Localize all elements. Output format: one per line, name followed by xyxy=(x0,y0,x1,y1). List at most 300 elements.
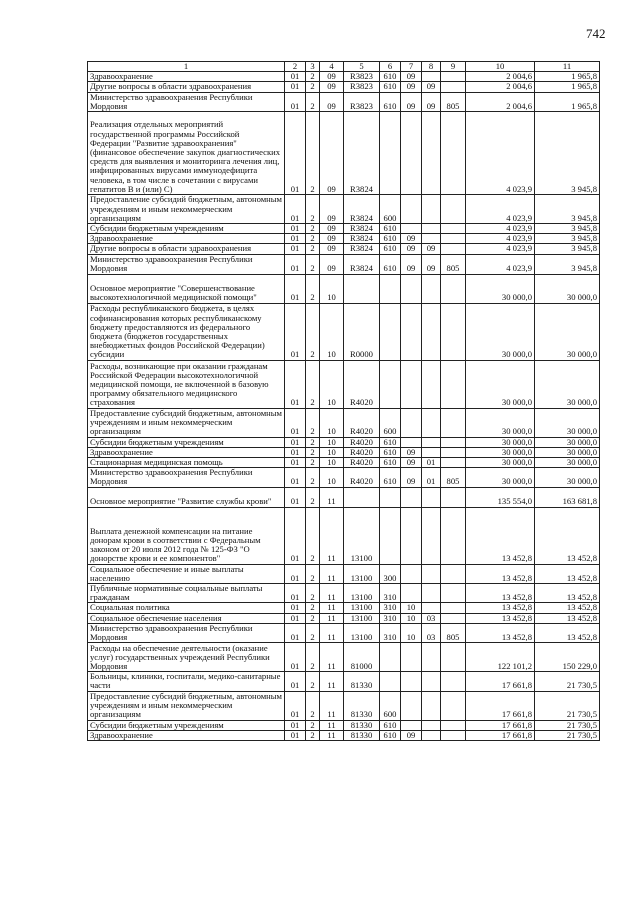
ministry-code-cell xyxy=(441,274,466,303)
subdivision-cell xyxy=(422,487,441,507)
amount-year1-cell: 135 554,0 xyxy=(466,487,535,507)
ministry-code-cell xyxy=(441,244,466,254)
subdivision-cell xyxy=(422,303,441,360)
amount-year2-cell: 21 730,5 xyxy=(535,672,600,691)
division-cell: 09 xyxy=(401,468,422,487)
subprogram-cell: 2 xyxy=(306,254,320,274)
amount-year2-cell: 13 452,8 xyxy=(535,584,600,603)
table-row xyxy=(88,691,600,720)
subprogram-cell: 2 xyxy=(306,92,320,111)
expense-type-cell: 610 xyxy=(380,458,401,468)
amount-year2-cell: 3 945,8 xyxy=(535,195,600,224)
amount-year1-cell: 2 004,6 xyxy=(466,82,535,92)
subdivision-cell xyxy=(422,224,441,234)
section-cell: 01 xyxy=(285,303,306,360)
measure-cell: 11 xyxy=(320,507,344,564)
target-cell: R4020 xyxy=(344,360,380,408)
table-row xyxy=(88,458,600,468)
table-row xyxy=(88,92,600,111)
amount-year1-cell: 30 000,0 xyxy=(466,447,535,457)
target-cell: R0000 xyxy=(344,303,380,360)
expense-type-cell: 600 xyxy=(380,691,401,720)
expense-type-cell: 600 xyxy=(380,195,401,224)
expense-type-cell: 300 xyxy=(380,564,401,583)
table-row xyxy=(88,195,600,224)
target-cell: 13100 xyxy=(344,507,380,564)
section-cell: 01 xyxy=(285,244,306,254)
target-cell: R4020 xyxy=(344,447,380,457)
amount-year2-cell: 163 681,8 xyxy=(535,487,600,507)
row-name-cell: Предоставление субсидий бюджетным, автономным учреждениям и иным некоммерческим организациям xyxy=(88,691,285,720)
amount-year2-cell: 13 452,8 xyxy=(535,613,600,623)
measure-cell: 11 xyxy=(320,584,344,603)
measure-cell: 09 xyxy=(320,254,344,274)
division-cell: 09 xyxy=(401,254,422,274)
expense-type-cell xyxy=(380,112,401,195)
section-cell: 01 xyxy=(285,447,306,457)
ministry-code-cell xyxy=(441,584,466,603)
subdivision-cell xyxy=(422,437,441,447)
subprogram-cell: 2 xyxy=(306,672,320,691)
amount-year2-cell: 1 965,8 xyxy=(535,82,600,92)
row-name-cell: Министерство здравоохранения Республики Мордовия xyxy=(88,623,285,642)
subdivision-cell xyxy=(422,720,441,730)
amount-year1-cell: 30 000,0 xyxy=(466,468,535,487)
row-name-cell: Стационарная медицинская помощь xyxy=(88,458,285,468)
subdivision-cell xyxy=(422,234,441,244)
subdivision-cell xyxy=(422,564,441,583)
subprogram-cell: 2 xyxy=(306,643,320,672)
division-cell xyxy=(401,224,422,234)
expense-type-cell: 310 xyxy=(380,623,401,642)
target-cell: 13100 xyxy=(344,613,380,623)
subdivision-cell: 01 xyxy=(422,458,441,468)
amount-year2-cell: 30 000,0 xyxy=(535,468,600,487)
row-name-cell: Социальная политика xyxy=(88,603,285,613)
measure-cell: 09 xyxy=(320,92,344,111)
table-row xyxy=(88,224,600,234)
measure-cell: 10 xyxy=(320,447,344,457)
table-row xyxy=(88,303,600,360)
amount-year2-cell: 30 000,0 xyxy=(535,447,600,457)
division-cell: 09 xyxy=(401,458,422,468)
measure-cell: 11 xyxy=(320,603,344,613)
measure-cell: 11 xyxy=(320,691,344,720)
target-cell xyxy=(344,274,380,303)
expense-type-cell xyxy=(380,274,401,303)
subprogram-cell: 2 xyxy=(306,730,320,740)
subdivision-cell xyxy=(422,360,441,408)
subdivision-cell xyxy=(422,603,441,613)
subdivision-cell: 09 xyxy=(422,92,441,111)
amount-year2-cell: 30 000,0 xyxy=(535,437,600,447)
subprogram-cell: 2 xyxy=(306,360,320,408)
subprogram-cell: 2 xyxy=(306,408,320,437)
column-header: 5 xyxy=(344,62,380,72)
subdivision-cell xyxy=(422,643,441,672)
subprogram-cell: 2 xyxy=(306,507,320,564)
amount-year1-cell: 17 661,8 xyxy=(466,730,535,740)
section-cell: 01 xyxy=(285,274,306,303)
expense-type-cell: 600 xyxy=(380,408,401,437)
row-name-cell: Предоставление субсидий бюджетным, автономным учреждениям и иным некоммерческим организациям xyxy=(88,195,285,224)
amount-year2-cell: 30 000,0 xyxy=(535,408,600,437)
ministry-code-cell xyxy=(441,224,466,234)
amount-year1-cell: 13 452,8 xyxy=(466,623,535,642)
expense-type-cell: 610 xyxy=(380,244,401,254)
subprogram-cell: 2 xyxy=(306,564,320,583)
row-name-cell: Реализация отдельных мероприятий государственной программы Российской Федерации "Развитие здравоохранения" (финансовое обеспечение закупок диагностических средств для выявления и мониторинга лечения лиц, инфицированных вирусами иммунодефицита человека, в том числе в сочетании с вирусами гепатитов В и (или) С) xyxy=(88,112,285,195)
amount-year1-cell: 4 023,9 xyxy=(466,234,535,244)
section-cell: 01 xyxy=(285,82,306,92)
amount-year1-cell: 122 101,2 xyxy=(466,643,535,672)
expense-type-cell: 610 xyxy=(380,92,401,111)
subprogram-cell: 2 xyxy=(306,613,320,623)
amount-year1-cell: 30 000,0 xyxy=(466,408,535,437)
amount-year2-cell: 21 730,5 xyxy=(535,730,600,740)
ministry-code-cell: 805 xyxy=(441,468,466,487)
expense-type-cell: 310 xyxy=(380,613,401,623)
subdivision-cell: 09 xyxy=(422,244,441,254)
column-header: 7 xyxy=(401,62,422,72)
subdivision-cell xyxy=(422,447,441,457)
division-cell xyxy=(401,112,422,195)
table-row xyxy=(88,82,600,92)
column-header: 2 xyxy=(285,62,306,72)
table-row xyxy=(88,487,600,507)
division-cell xyxy=(401,643,422,672)
subprogram-cell: 2 xyxy=(306,274,320,303)
target-cell: 13100 xyxy=(344,584,380,603)
target-cell: R4020 xyxy=(344,458,380,468)
measure-cell: 10 xyxy=(320,408,344,437)
ministry-code-cell: 805 xyxy=(441,623,466,642)
ministry-code-cell xyxy=(441,360,466,408)
division-cell: 09 xyxy=(401,234,422,244)
measure-cell: 10 xyxy=(320,458,344,468)
table-row xyxy=(88,274,600,303)
table-row xyxy=(88,360,600,408)
expense-type-cell: 610 xyxy=(380,468,401,487)
amount-year2-cell: 1 965,8 xyxy=(535,92,600,111)
division-cell xyxy=(401,564,422,583)
section-cell: 01 xyxy=(285,195,306,224)
division-cell xyxy=(401,195,422,224)
target-cell: R3824 xyxy=(344,234,380,244)
amount-year1-cell: 2 004,6 xyxy=(466,92,535,111)
expense-type-cell xyxy=(380,487,401,507)
target-cell: 81330 xyxy=(344,691,380,720)
division-cell xyxy=(401,360,422,408)
expense-type-cell xyxy=(380,303,401,360)
expense-type-cell xyxy=(380,360,401,408)
division-cell: 10 xyxy=(401,623,422,642)
ministry-code-cell xyxy=(441,691,466,720)
subdivision-cell xyxy=(422,274,441,303)
row-name-cell: Расходы республиканского бюджета, в целях софинансирования которых республиканскому бюджету предоставляются из федерального бюджета (бюджетов государственных внебюджетных фондов Российской Федерации) субсидии xyxy=(88,303,285,360)
section-cell: 01 xyxy=(285,643,306,672)
row-name-cell: Публичные нормативные социальные выплаты гражданам xyxy=(88,584,285,603)
target-cell: 81330 xyxy=(344,720,380,730)
division-cell xyxy=(401,691,422,720)
subprogram-cell: 2 xyxy=(306,584,320,603)
amount-year2-cell: 3 945,8 xyxy=(535,112,600,195)
row-name-cell: Социальное обеспечение и иные выплаты населению xyxy=(88,564,285,583)
amount-year1-cell: 17 661,8 xyxy=(466,691,535,720)
amount-year1-cell: 4 023,9 xyxy=(466,224,535,234)
target-cell: R3823 xyxy=(344,82,380,92)
section-cell: 01 xyxy=(285,691,306,720)
row-name-cell: Здравоохранение xyxy=(88,447,285,457)
subprogram-cell: 2 xyxy=(306,691,320,720)
measure-cell: 09 xyxy=(320,72,344,82)
amount-year1-cell: 2 004,6 xyxy=(466,72,535,82)
subprogram-cell: 2 xyxy=(306,468,320,487)
amount-year2-cell: 21 730,5 xyxy=(535,720,600,730)
section-cell: 01 xyxy=(285,487,306,507)
subdivision-cell xyxy=(422,672,441,691)
table-row xyxy=(88,254,600,274)
division-cell xyxy=(401,408,422,437)
division-cell xyxy=(401,303,422,360)
measure-cell: 11 xyxy=(320,720,344,730)
section-cell: 01 xyxy=(285,613,306,623)
target-cell: R3824 xyxy=(344,195,380,224)
target-cell: 81330 xyxy=(344,672,380,691)
table-row xyxy=(88,447,600,457)
table-row xyxy=(88,613,600,623)
target-cell: R3824 xyxy=(344,244,380,254)
target-cell xyxy=(344,487,380,507)
target-cell: 81330 xyxy=(344,730,380,740)
header-row xyxy=(88,62,600,72)
amount-year2-cell: 3 945,8 xyxy=(535,224,600,234)
subprogram-cell: 2 xyxy=(306,603,320,613)
table-row xyxy=(88,720,600,730)
section-cell: 01 xyxy=(285,564,306,583)
amount-year2-cell: 30 000,0 xyxy=(535,274,600,303)
section-cell: 01 xyxy=(285,360,306,408)
measure-cell: 10 xyxy=(320,437,344,447)
section-cell: 01 xyxy=(285,72,306,82)
expense-type-cell: 610 xyxy=(380,720,401,730)
section-cell: 01 xyxy=(285,468,306,487)
measure-cell: 09 xyxy=(320,82,344,92)
subdivision-cell xyxy=(422,72,441,82)
ministry-code-cell: 805 xyxy=(441,92,466,111)
expense-type-cell: 610 xyxy=(380,224,401,234)
measure-cell: 10 xyxy=(320,274,344,303)
subprogram-cell: 2 xyxy=(306,224,320,234)
measure-cell: 09 xyxy=(320,224,344,234)
table-row xyxy=(88,584,600,603)
column-header: 6 xyxy=(380,62,401,72)
section-cell: 01 xyxy=(285,672,306,691)
table-row xyxy=(88,468,600,487)
section-cell: 01 xyxy=(285,458,306,468)
expense-type-cell: 610 xyxy=(380,82,401,92)
row-name-cell: Здравоохранение xyxy=(88,72,285,82)
amount-year2-cell: 3 945,8 xyxy=(535,234,600,244)
row-name-cell: Здравоохранение xyxy=(88,234,285,244)
ministry-code-cell xyxy=(441,507,466,564)
amount-year2-cell: 30 000,0 xyxy=(535,303,600,360)
ministry-code-cell xyxy=(441,447,466,457)
column-header: 10 xyxy=(466,62,535,72)
row-name-cell: Выплата денежной компенсации на питание донорам крови в соответствии с Федеральным законом от 20 июля 2012 года № 125-ФЗ "О донорстве крови и ее компонентов" xyxy=(88,507,285,564)
target-cell: R3824 xyxy=(344,254,380,274)
section-cell: 01 xyxy=(285,408,306,437)
division-cell xyxy=(401,507,422,564)
section-cell: 01 xyxy=(285,623,306,642)
table-row xyxy=(88,244,600,254)
target-cell: 13100 xyxy=(344,623,380,642)
ministry-code-cell xyxy=(441,720,466,730)
row-name-cell: Другие вопросы в области здравоохранения xyxy=(88,244,285,254)
section-cell: 01 xyxy=(285,730,306,740)
measure-cell: 10 xyxy=(320,303,344,360)
table-row xyxy=(88,643,600,672)
amount-year1-cell: 4 023,9 xyxy=(466,112,535,195)
amount-year1-cell: 13 452,8 xyxy=(466,613,535,623)
ministry-code-cell xyxy=(441,458,466,468)
measure-cell: 09 xyxy=(320,244,344,254)
measure-cell: 11 xyxy=(320,672,344,691)
table-row xyxy=(88,564,600,583)
row-name-cell: Субсидии бюджетным учреждениям xyxy=(88,720,285,730)
subdivision-cell: 03 xyxy=(422,613,441,623)
subprogram-cell: 2 xyxy=(306,458,320,468)
subdivision-cell: 03 xyxy=(422,623,441,642)
row-name-cell: Субсидии бюджетным учреждениям xyxy=(88,224,285,234)
subprogram-cell: 2 xyxy=(306,720,320,730)
amount-year2-cell: 13 452,8 xyxy=(535,603,600,613)
division-cell: 09 xyxy=(401,730,422,740)
amount-year1-cell: 30 000,0 xyxy=(466,360,535,408)
amount-year1-cell: 30 000,0 xyxy=(466,458,535,468)
amount-year2-cell: 30 000,0 xyxy=(535,360,600,408)
amount-year1-cell: 30 000,0 xyxy=(466,437,535,447)
amount-year1-cell: 4 023,9 xyxy=(466,254,535,274)
ministry-code-cell xyxy=(441,195,466,224)
ministry-code-cell xyxy=(441,643,466,672)
table-row xyxy=(88,623,600,642)
target-cell: R3823 xyxy=(344,72,380,82)
row-name-cell: Расходы на обеспечение деятельности (оказание услуг) государственных учреждений Республики Мордовия xyxy=(88,643,285,672)
target-cell: 81000 xyxy=(344,643,380,672)
expense-type-cell: 610 xyxy=(380,234,401,244)
target-cell: R3823 xyxy=(344,92,380,111)
target-cell: R3824 xyxy=(344,112,380,195)
ministry-code-cell xyxy=(441,564,466,583)
ministry-code-cell xyxy=(441,303,466,360)
amount-year1-cell: 13 452,8 xyxy=(466,584,535,603)
subdivision-cell xyxy=(422,507,441,564)
subdivision-cell xyxy=(422,730,441,740)
row-name-cell: Другие вопросы в области здравоохранения xyxy=(88,82,285,92)
ministry-code-cell xyxy=(441,730,466,740)
table-row xyxy=(88,72,600,82)
division-cell: 10 xyxy=(401,613,422,623)
row-name-cell: Здравоохранение xyxy=(88,730,285,740)
subprogram-cell: 2 xyxy=(306,112,320,195)
ministry-code-cell xyxy=(441,234,466,244)
column-header: 11 xyxy=(535,62,600,72)
subprogram-cell: 2 xyxy=(306,72,320,82)
expense-type-cell: 610 xyxy=(380,254,401,274)
row-name-cell: Расходы, возникающие при оказании гражданам Российской Федерации высокотехнологичной медицинской помощи, не включенной в базовую программу обязательного медицинского страхования xyxy=(88,360,285,408)
amount-year1-cell: 17 661,8 xyxy=(466,720,535,730)
expense-type-cell xyxy=(380,643,401,672)
measure-cell: 11 xyxy=(320,730,344,740)
amount-year1-cell: 13 452,8 xyxy=(466,507,535,564)
subdivision-cell: 09 xyxy=(422,254,441,274)
section-cell: 01 xyxy=(285,507,306,564)
amount-year2-cell: 13 452,8 xyxy=(535,564,600,583)
subdivision-cell xyxy=(422,112,441,195)
subdivision-cell xyxy=(422,691,441,720)
table-row xyxy=(88,234,600,244)
amount-year1-cell: 4 023,9 xyxy=(466,244,535,254)
target-cell: R4020 xyxy=(344,437,380,447)
ministry-code-cell xyxy=(441,408,466,437)
division-cell xyxy=(401,720,422,730)
ministry-code-cell: 805 xyxy=(441,254,466,274)
section-cell: 01 xyxy=(285,437,306,447)
row-name-cell: Основное мероприятие "Совершенствование высокотехнологичной медицинской помощи" xyxy=(88,274,285,303)
target-cell: R4020 xyxy=(344,408,380,437)
section-cell: 01 xyxy=(285,112,306,195)
expense-type-cell: 610 xyxy=(380,72,401,82)
column-header: 9 xyxy=(441,62,466,72)
table-row xyxy=(88,730,600,740)
subprogram-cell: 2 xyxy=(306,244,320,254)
subdivision-cell xyxy=(422,584,441,603)
subprogram-cell: 2 xyxy=(306,623,320,642)
measure-cell: 11 xyxy=(320,564,344,583)
division-cell xyxy=(401,487,422,507)
amount-year1-cell: 30 000,0 xyxy=(466,303,535,360)
row-name-cell: Министерство здравоохранения Республики Мордовия xyxy=(88,468,285,487)
row-name-cell: Министерство здравоохранения Республики Мордовия xyxy=(88,254,285,274)
section-cell: 01 xyxy=(285,234,306,244)
target-cell: R3824 xyxy=(344,224,380,234)
ministry-code-cell xyxy=(441,603,466,613)
subprogram-cell: 2 xyxy=(306,487,320,507)
amount-year2-cell: 150 229,0 xyxy=(535,643,600,672)
target-cell: 13100 xyxy=(344,564,380,583)
subprogram-cell: 2 xyxy=(306,234,320,244)
measure-cell: 10 xyxy=(320,468,344,487)
division-cell xyxy=(401,274,422,303)
ministry-code-cell xyxy=(441,672,466,691)
measure-cell: 10 xyxy=(320,360,344,408)
expense-type-cell xyxy=(380,672,401,691)
amount-year2-cell: 3 945,8 xyxy=(535,254,600,274)
ministry-code-cell xyxy=(441,112,466,195)
ministry-code-cell xyxy=(441,82,466,92)
amount-year1-cell: 13 452,8 xyxy=(466,603,535,613)
expense-type-cell: 310 xyxy=(380,603,401,613)
amount-year1-cell: 30 000,0 xyxy=(466,274,535,303)
amount-year2-cell: 30 000,0 xyxy=(535,458,600,468)
division-cell: 09 xyxy=(401,447,422,457)
division-cell: 09 xyxy=(401,72,422,82)
expense-type-cell: 310 xyxy=(380,584,401,603)
amount-year2-cell: 3 945,8 xyxy=(535,244,600,254)
ministry-code-cell xyxy=(441,613,466,623)
amount-year2-cell: 21 730,5 xyxy=(535,691,600,720)
